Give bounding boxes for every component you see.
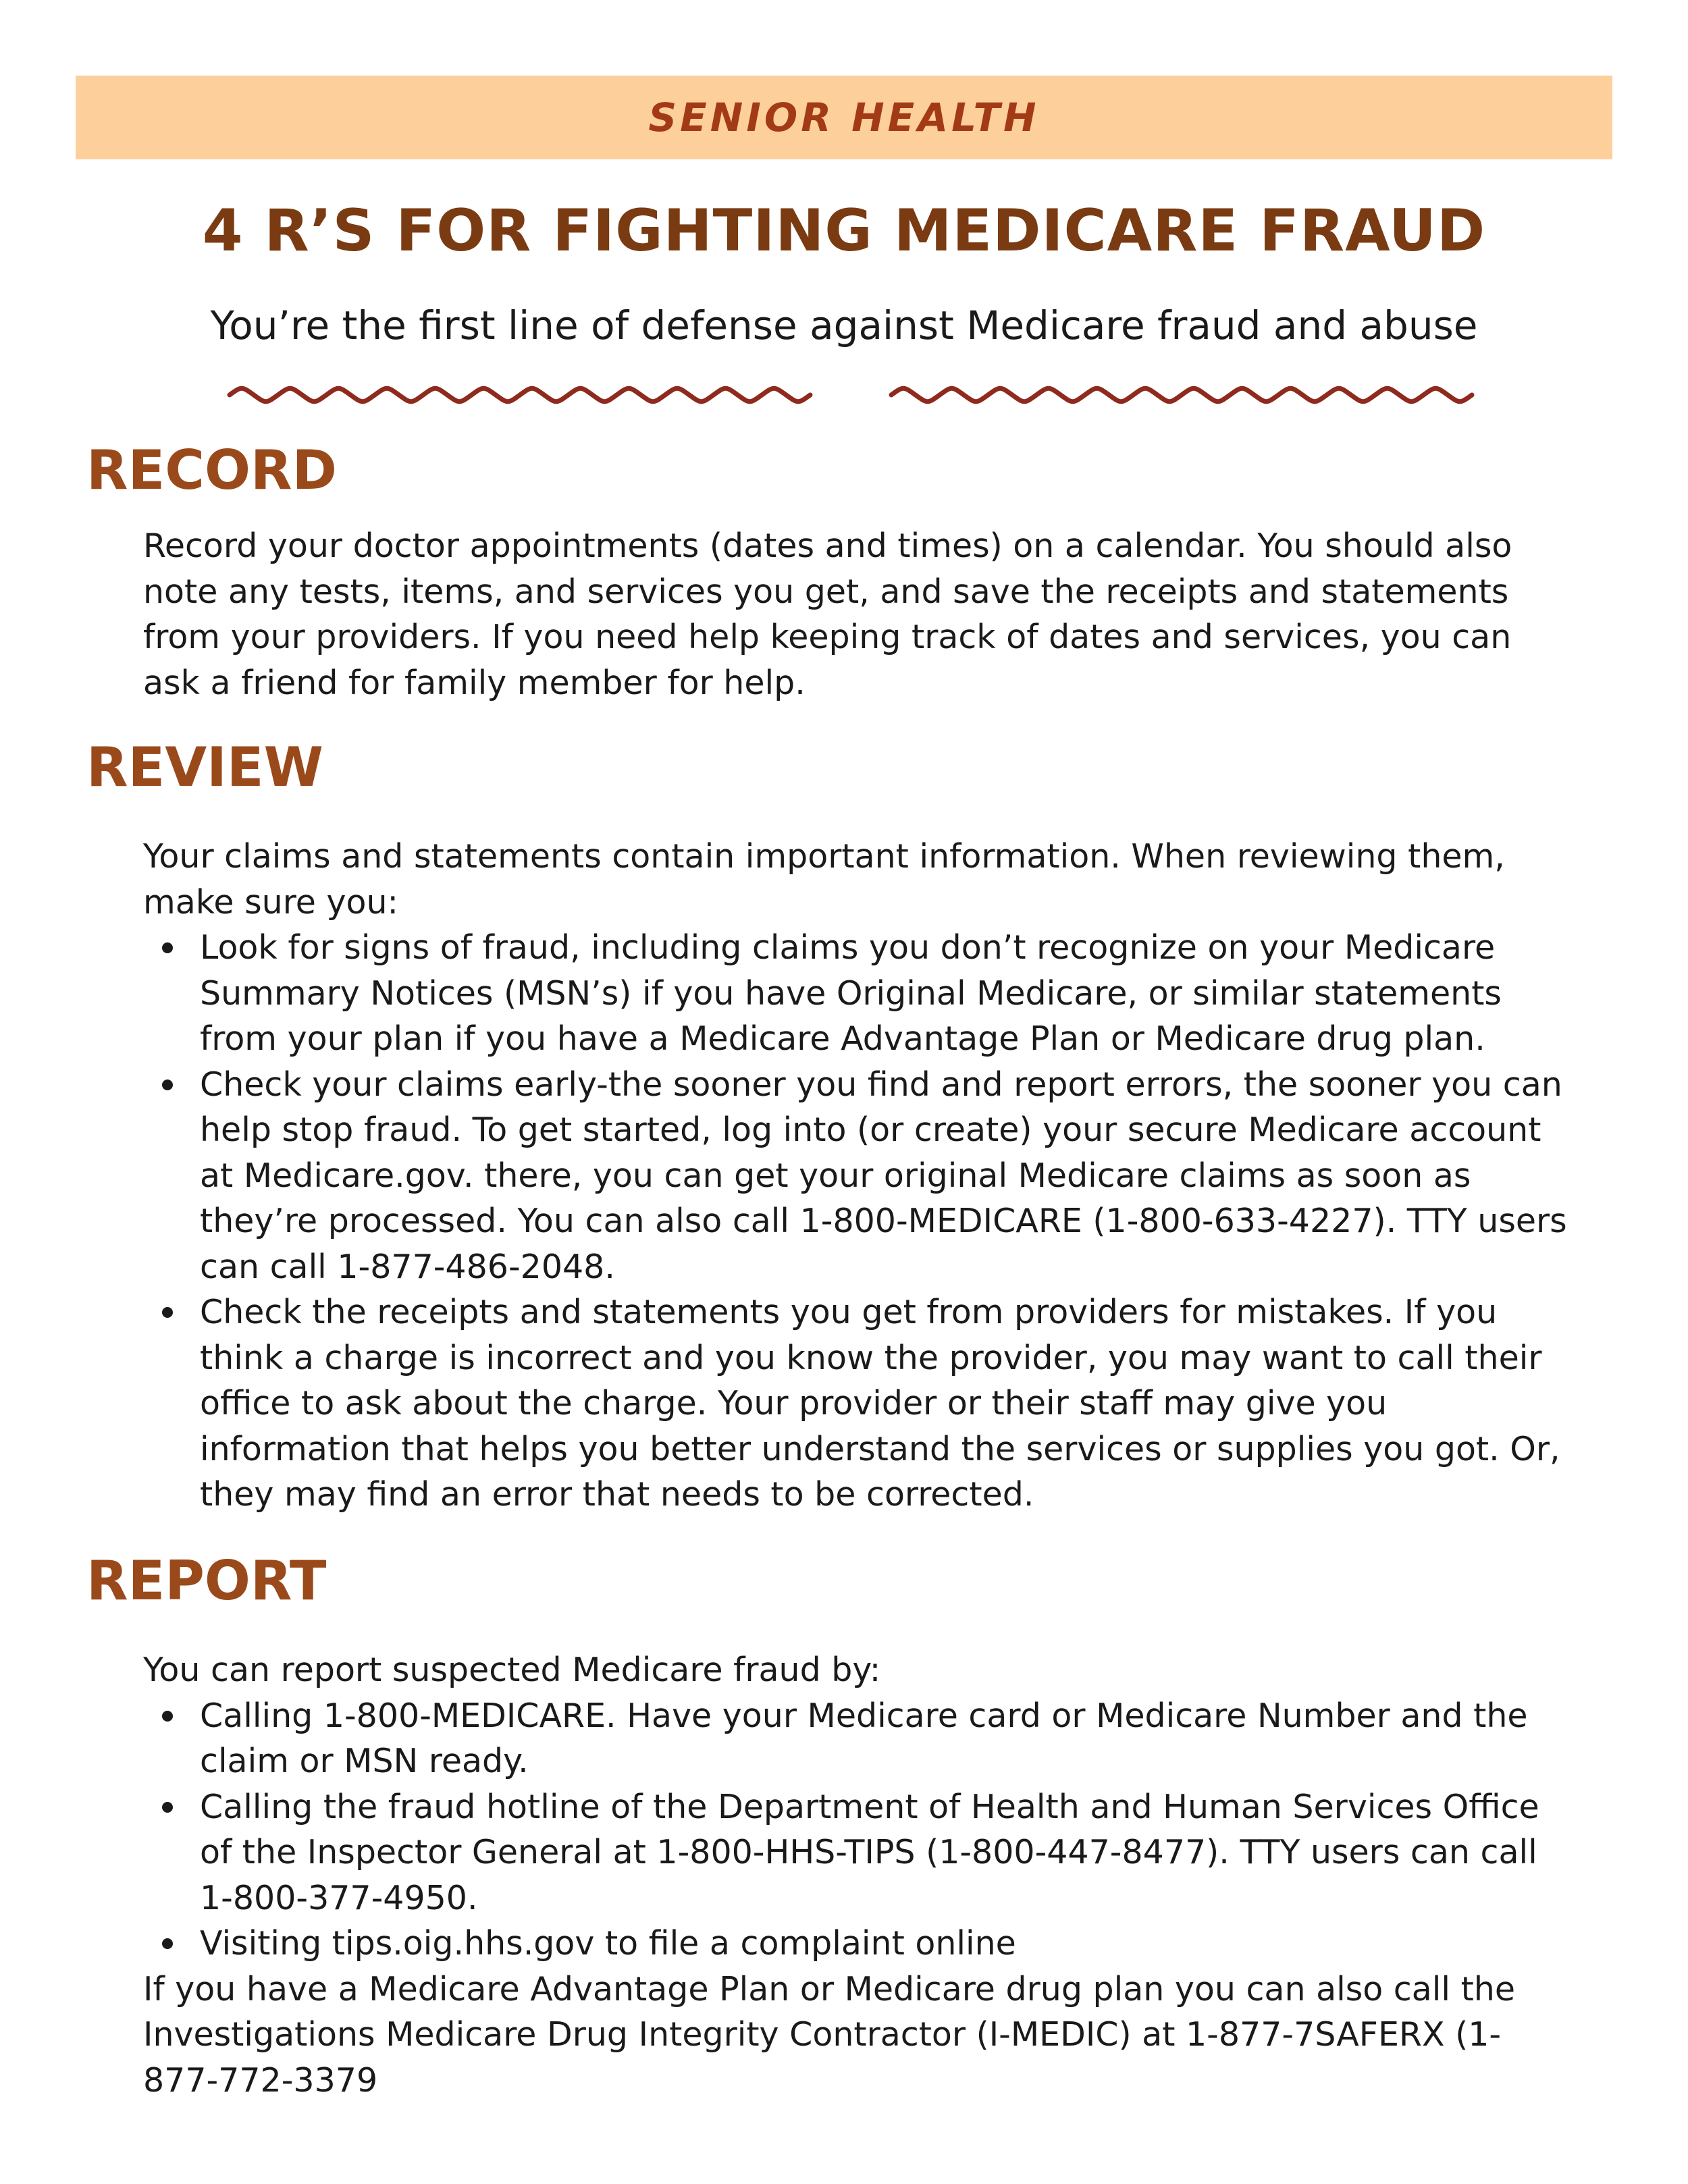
record-paragraph: Record your doctor appointments (dates and times) on a calendar. You should also note any tests, items, and services you get, and save the receipts and statements from your providers. If you need help keeping track of dates and services, you can ask a friend for family member for help.	[143, 527, 1512, 702]
list-item: Check the receipts and statements you get from providers for mistakes. If you think a charge is incorrect and you know the provider, you may want to call their office to ask about the charge. Your provider or their staff may give you information that helps you better understand the services or supplies you got. Or, they may find an error that needs to be corrected.	[200, 1289, 1575, 1518]
report-intro: You can report suspected Medicare fraud by:	[143, 1651, 881, 1689]
review-intro: Your claims and statements contain important information. When reviewing them, make sure you:	[143, 837, 1505, 922]
senior-health-banner	[76, 76, 1612, 159]
report-bullet-list	[143, 1693, 1575, 1967]
list-item: Check your claims early-the sooner you find and report errors, the sooner you can help stop fraud. To get started, log into (or create) your secure Medicare account at Medicare.gov. there, you can get your original Medicare claims as soon as they’re processed. You can also call 1-800-MEDICARE (1-800-633-4227). TTY users can call 1-877-486-2048.	[200, 1062, 1575, 1290]
page-title: 4 R’S FOR FIGHTING MEDICARE FRAUD	[202, 197, 1486, 265]
review-section-body	[143, 834, 1575, 1518]
record-heading: RECORD	[86, 439, 337, 502]
review-bullet-list	[143, 925, 1575, 1518]
list-item: Visiting tips.oig.hhs.gov to file a complaint online	[200, 1921, 1575, 1967]
record-section-body	[143, 523, 1575, 705]
review-heading: REVIEW	[86, 736, 323, 799]
list-item: Calling 1-800-MEDICARE. Have your Medicare card or Medicare Number and the claim or MSN ready.	[200, 1693, 1575, 1784]
banner-label: SENIOR HEALTH	[648, 95, 1040, 140]
report-closing: If you have a Medicare Advantage Plan or Medicare drug plan you can also call the Investigations Medicare Drug Integrity Contractor (I-MEDIC) at 1-877-7SAFERX (1-877-772-3379	[143, 1969, 1515, 2100]
list-item: Look for signs of fraud, including claims you don’t recognize on your Medicare Summary Notices (MSN’s) if you have Original Medicare, or similar statements from your plan if you have a Medicare Advantage Plan or Medicare drug plan.	[200, 925, 1575, 1062]
page-subtitle: You’re the first line of defense against Medicare fraud and abuse	[210, 302, 1478, 348]
list-item: Calling the fraud hotline of the Department of Health and Human Services Office of the Inspector General at 1-800-HHS-TIPS (1-800-447-8477). TTY users can call 1-800-377-4950.	[200, 1784, 1575, 1921]
left-wave-divider-icon	[227, 378, 814, 412]
right-wave-divider-icon	[889, 378, 1476, 412]
report-heading: REPORT	[86, 1549, 327, 1612]
report-section-body	[143, 1647, 1575, 2103]
